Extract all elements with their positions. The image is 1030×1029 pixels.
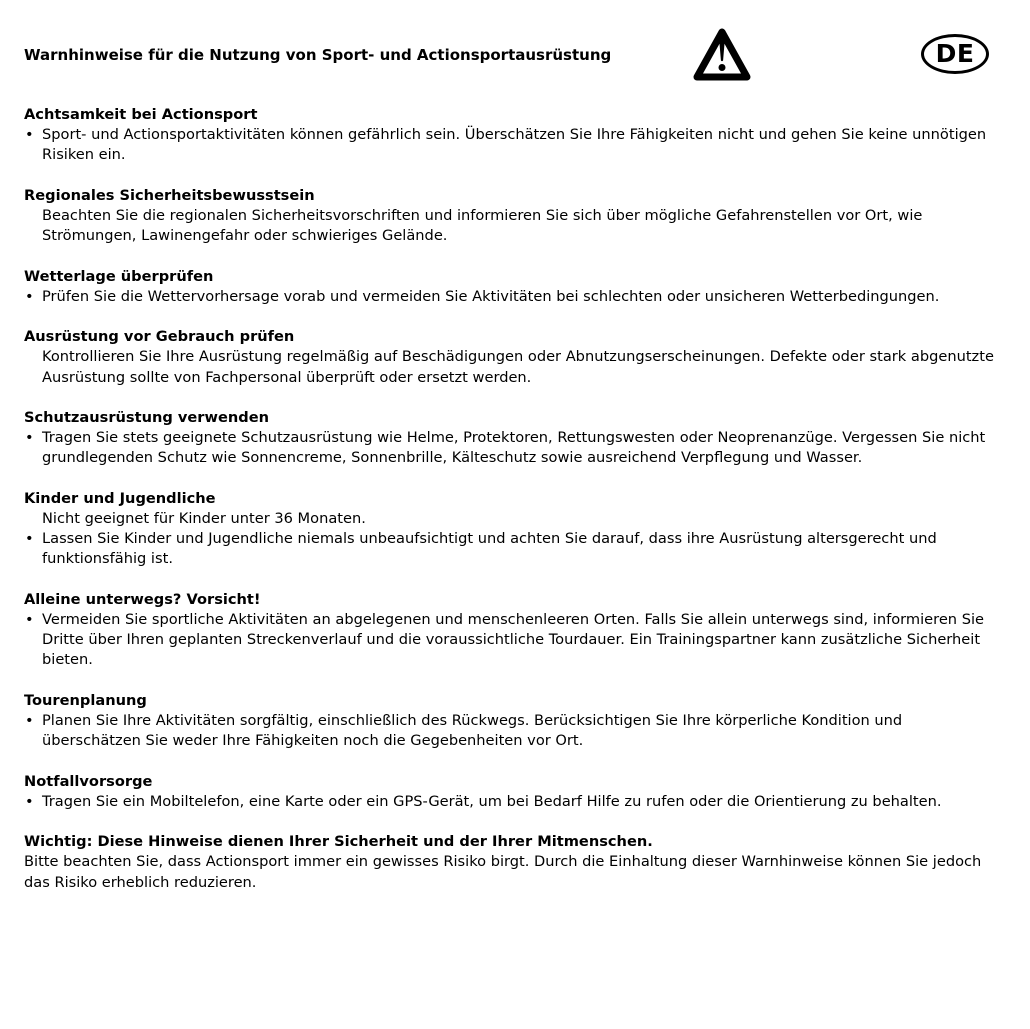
page-title: Warnhinweise für die Nutzung von Sport- und Actionsportausrüstung bbox=[24, 46, 612, 64]
item-text: Beachten Sie die regionalen Sicherheitsvorschriften und informieren Sie sich über mögliche Gefahrenstellen vor Ort, wie Strömungen, Lawinengefahr oder schwieriges Gelände. bbox=[42, 207, 923, 245]
section-heading: Achtsamkeit bei Actionsport bbox=[24, 106, 258, 123]
section-heading: Schutzausrüstung verwenden bbox=[24, 408, 270, 426]
section-heading: Tourenplanung bbox=[24, 691, 147, 709]
section-heading: Notfallvorsorge bbox=[24, 772, 153, 790]
plain-item bbox=[24, 509, 1000, 529]
item-text: Planen Sie Ihre Aktivitäten sorgfältig, einschließlich des Rückwegs. Berücksichtigen Sie Ihre körperliche Kondition und überschätzen Sie weder Ihre Fähigkeiten noch die Gegebenheiten vor Ort. bbox=[42, 711, 903, 750]
warning-triangle-icon bbox=[692, 26, 752, 84]
bullet-marker: • bbox=[25, 530, 34, 548]
bullet-marker: • bbox=[25, 610, 34, 628]
section-heading: Alleine unterwegs? Vorsicht! bbox=[24, 590, 261, 608]
important-note-text: Bitte beachten Sie, dass Actionsport immer ein gewisses Risiko birgt. Durch die Einhaltung dieser Warnhinweise können Sie jedoch das Risiko erheblich reduzieren. bbox=[24, 853, 982, 891]
bullet-marker: • bbox=[25, 287, 34, 305]
section-ausruestung bbox=[24, 327, 1000, 388]
bullet-item bbox=[24, 711, 1000, 751]
document-body bbox=[24, 105, 1000, 893]
section-heading: Wetterlage überprüfen bbox=[24, 267, 214, 285]
important-note bbox=[24, 832, 1000, 893]
section-schutzausruestung bbox=[24, 408, 1000, 469]
item-text: Lassen Sie Kinder und Jugendliche niemals unbeaufsichtigt und achten Sie darauf, dass ihre Ausrüstung altersgerecht und funktionsfähig ist. bbox=[42, 530, 937, 568]
section-tourenplanung bbox=[24, 691, 1000, 752]
item-text: Sport- und Actionsportaktivitäten können gefährlich sein. Überschätzen Sie Ihre Fähigkeiten nicht und gehen Sie keine unnötigen Risiken ein. bbox=[42, 126, 987, 164]
bullet-marker: • bbox=[25, 711, 34, 729]
bullet-item bbox=[24, 529, 1000, 569]
bullet-item bbox=[24, 125, 1000, 165]
bullet-item bbox=[24, 287, 1000, 307]
important-note-heading: Wichtig: Diese Hinweise dienen Ihrer Sicherheit und der Ihrer Mitmenschen. bbox=[24, 833, 653, 851]
bullet-marker: • bbox=[25, 792, 34, 810]
item-text: Prüfen Sie die Wettervorhersage vorab und vermeiden Sie Aktivitäten bei schlechten oder unsicheren Wetterbedingungen. bbox=[42, 287, 940, 305]
section-alleine-unterwegs bbox=[24, 590, 1000, 671]
item-text: Kontrollieren Sie Ihre Ausrüstung regelmäßig auf Beschädigungen oder Abnutzungserscheinungen. Defekte oder stark abgenutzte Ausrüstung sollte von Fachpersonal überprüft oder ersetzt werden. bbox=[42, 348, 994, 386]
section-heading: Ausrüstung vor Gebrauch prüfen bbox=[24, 328, 295, 346]
section-notfallvorsorge bbox=[24, 772, 1000, 812]
bullet-item bbox=[24, 792, 1000, 812]
item-text: Tragen Sie ein Mobiltelefon, eine Karte oder ein GPS-Gerät, um bei Bedarf Hilfe zu rufen oder die Orientierung zu behalten. bbox=[42, 792, 942, 810]
plain-item bbox=[24, 347, 1000, 387]
section-kinder bbox=[24, 489, 1000, 570]
item-text: Tragen Sie stets geeignete Schutzausrüstung wie Helme, Protektoren, Rettungswesten oder Neoprenanzüge. Vergessen Sie nicht grundlegenden Schutz wie Sonnencreme, Sonnenbrille, Kälteschutz sowie ausreichend Verpflegung und Wasser. bbox=[42, 429, 986, 467]
item-text: Vermeiden Sie sportliche Aktivitäten an abgelegenen und menschenleeren Orten. Falls Sie allein unterwegs sind, informieren Sie Dritte über Ihren geplanten Streckenverlauf und die voraussichtliche Tourdauer. Ein Trainingspartner kann zusätzliche Sicherheit bieten. bbox=[42, 610, 984, 669]
bullet-marker: • bbox=[25, 126, 34, 144]
plain-item bbox=[24, 206, 1000, 246]
language-badge-de: DE bbox=[921, 34, 989, 74]
section-heading: Kinder und Jugendliche bbox=[24, 489, 216, 507]
item-text: Nicht geeignet für Kinder unter 36 Monaten. bbox=[42, 509, 366, 527]
section-heading: Regionales Sicherheitsbewusstsein bbox=[24, 186, 315, 204]
section-achtsamkeit bbox=[24, 105, 1000, 166]
bullet-item bbox=[24, 610, 1000, 671]
bullet-item bbox=[24, 428, 1000, 468]
bullet-marker: • bbox=[25, 429, 34, 447]
section-regionales bbox=[24, 186, 1000, 247]
section-wetterlage bbox=[24, 267, 1000, 307]
